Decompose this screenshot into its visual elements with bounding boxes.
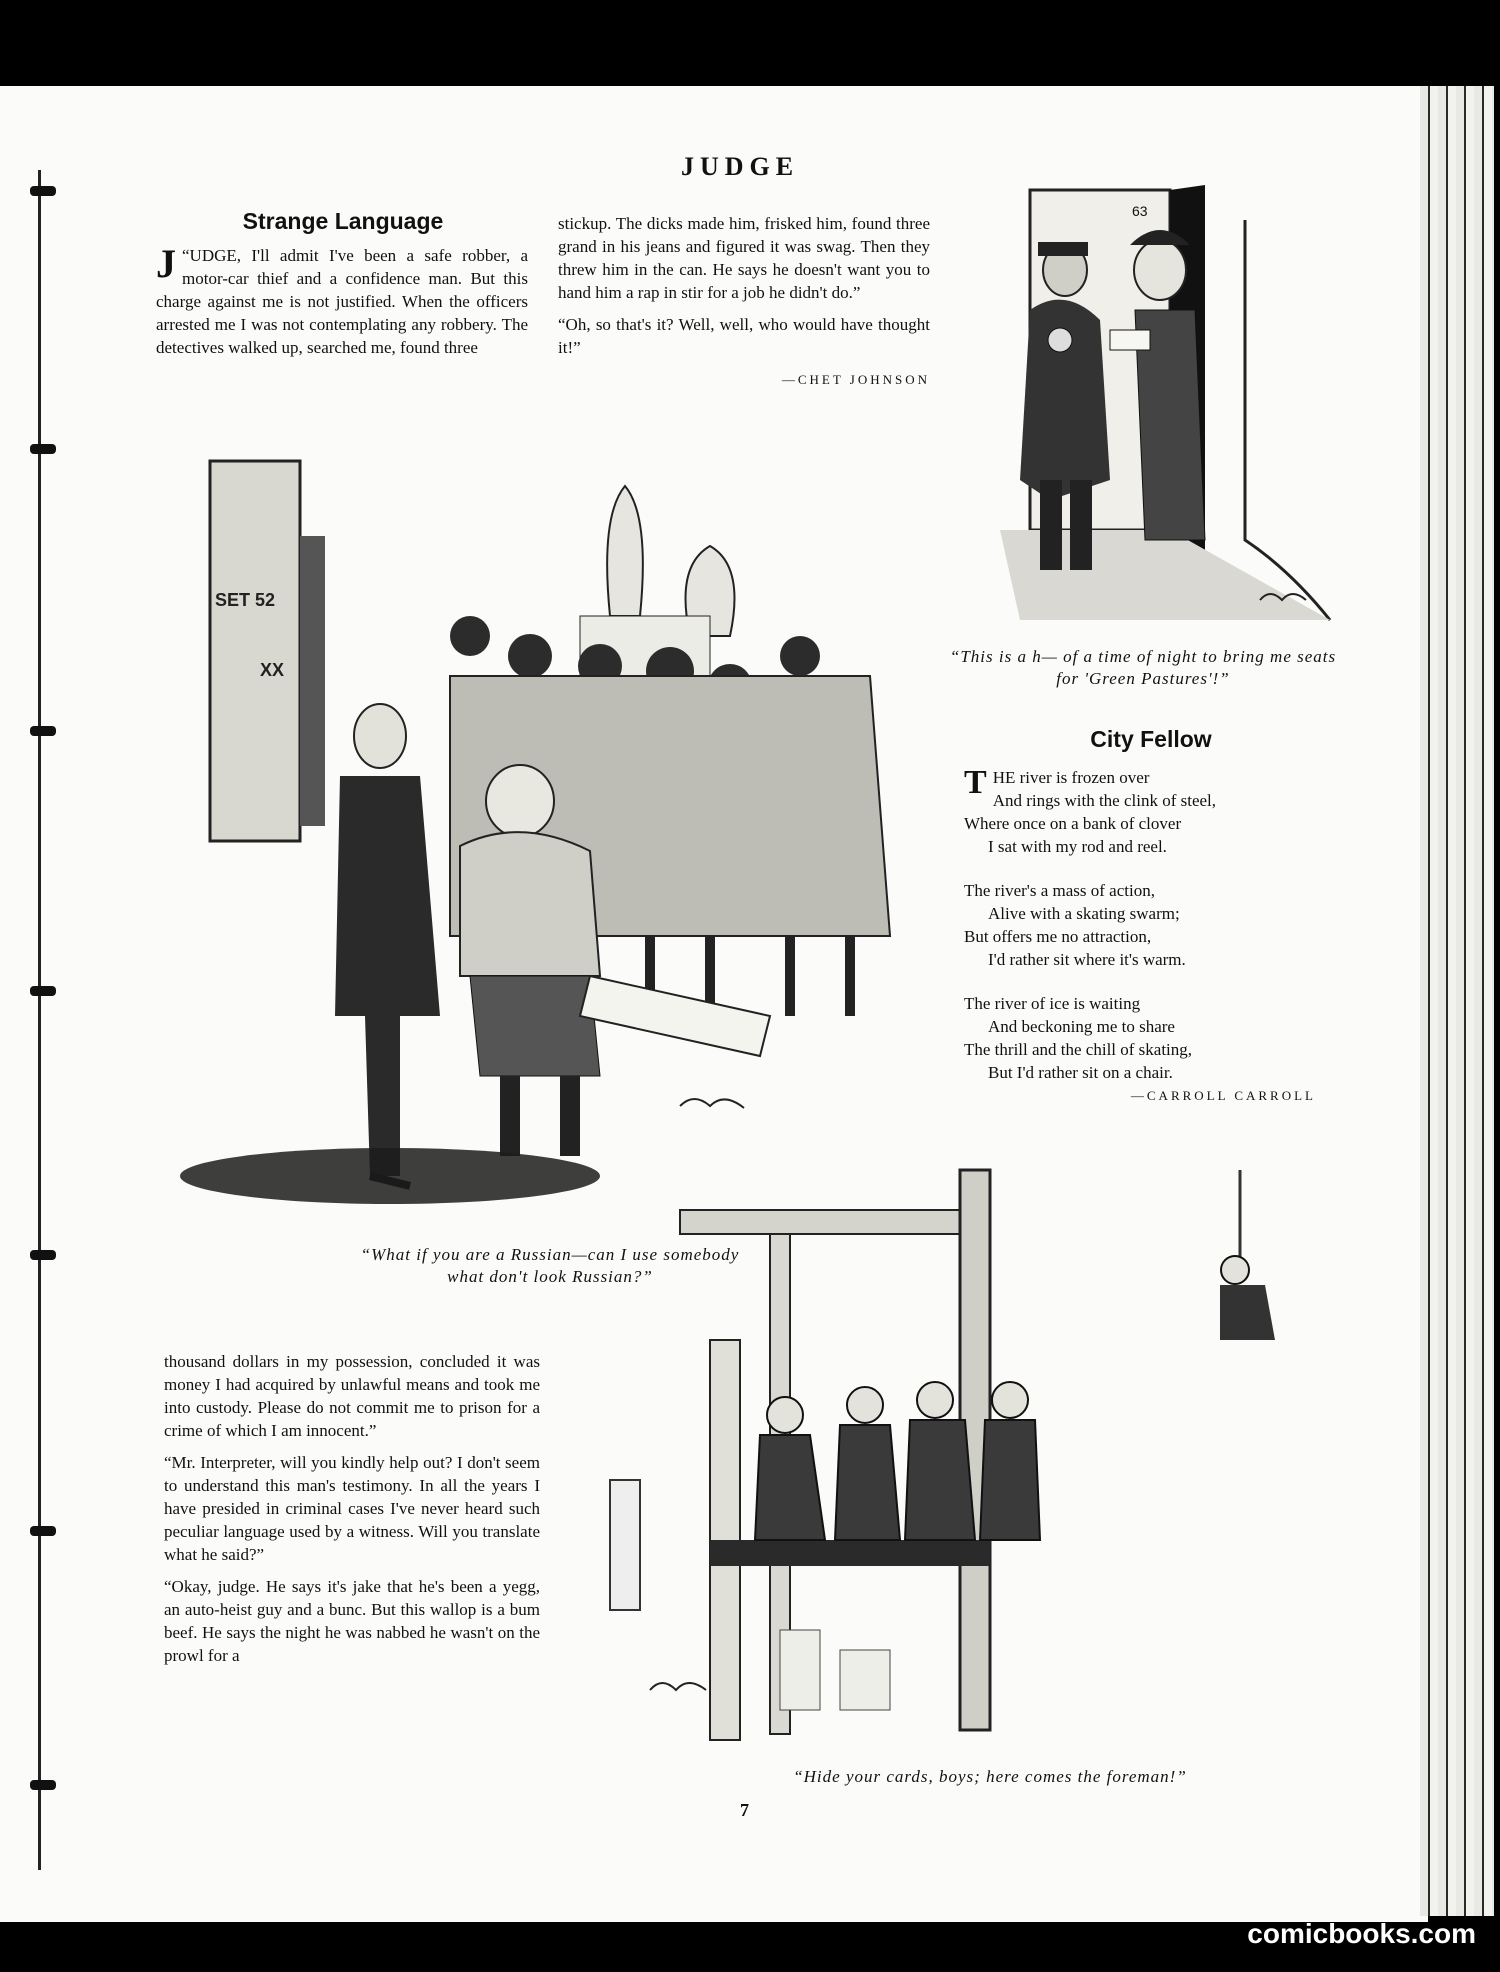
binding-stitch bbox=[30, 186, 56, 196]
poem-line: The river's a mass of action, bbox=[964, 881, 1155, 900]
poem-line: HE river is frozen over bbox=[992, 768, 1150, 787]
poem-dropcap: T bbox=[964, 764, 987, 801]
poem-line: But I'd rather sit on a chair. bbox=[988, 1063, 1173, 1082]
story-dropcap: J bbox=[156, 241, 176, 286]
poem-line: But offers me no attraction, bbox=[964, 927, 1152, 946]
poem-line: Where once on a bank of clover bbox=[964, 814, 1182, 833]
set-sign: SET 52 bbox=[215, 590, 276, 610]
page-edges bbox=[1420, 86, 1494, 1916]
poem-stanza bbox=[964, 879, 1344, 971]
artist-signature bbox=[680, 1099, 744, 1108]
poem-line: And rings with the clink of steel, bbox=[992, 791, 1217, 810]
doorway-cartoon bbox=[960, 180, 1340, 630]
watermark: comicbooks.com bbox=[1247, 1918, 1476, 1949]
binding-stitch bbox=[30, 726, 56, 736]
russian-caption-line: what don't look Russian?” bbox=[447, 1267, 653, 1286]
binding-spine bbox=[38, 170, 46, 1870]
binding-stitch bbox=[30, 444, 56, 454]
poem-line: I'd rather sit where it's warm. bbox=[988, 950, 1186, 969]
poem-line: The river of ice is waiting bbox=[964, 994, 1141, 1013]
masthead: JUDGE bbox=[680, 152, 800, 181]
story-paragraph: “Mr. Interpreter, will you kindly help out? I don't seem to understand this man's testimony. In all the years I have presided in criminal cases I've never heard such peculiar language used by a witness. Will you translate what he said?” bbox=[164, 1453, 540, 1564]
binding-stitch bbox=[30, 1780, 56, 1790]
door-number: 63 bbox=[1132, 203, 1148, 219]
russian-cartoon bbox=[170, 456, 910, 1236]
story-credit: —CHET JOHNSON bbox=[781, 372, 930, 387]
binding-stitch bbox=[30, 1250, 56, 1260]
russian-caption-line: “What if you are a Russian—can I use somebody bbox=[360, 1245, 740, 1264]
story-paragraph: UDGE, I'll admit I've been a safe robber, a motor-car thief and a confidence man. But this charge against me is not justified. When the officers arrested me I was not contemplating any robbery. The detectives walked up, searched me, found three bbox=[156, 246, 528, 357]
poem-title: City Fellow bbox=[1090, 726, 1212, 752]
poem-line: And beckoning me to share bbox=[988, 1017, 1175, 1036]
page-number: 7 bbox=[740, 1800, 749, 1820]
story-column-1 bbox=[156, 241, 528, 368]
poem-credit: —CARROLL CARROLL bbox=[1130, 1088, 1316, 1103]
story-continuation bbox=[164, 1350, 540, 1676]
poem-stanza bbox=[964, 992, 1344, 1084]
story-paragraph: stickup. The dicks made him, frisked him, found three grand in his jeans and figured it was swag. Then they threw him in the can. He says he doesn't want you to hand him a rap in stir for a job he didn't do.” bbox=[558, 214, 930, 302]
poem-line: Alive with a skating swarm; bbox=[988, 904, 1180, 923]
poem-line: The thrill and the chill of skating, bbox=[964, 1040, 1193, 1059]
story-paragraph: thousand dollars in my possession, concluded it was money I had acquired by unlawful means and took me into custody. Please do not commit me to prison for a crime of which I am innocent.” bbox=[164, 1352, 540, 1440]
story-paragraph: “Okay, judge. He says it's jake that he's been a yegg, an auto-heist guy and a bunc. But this wallop is a bum beef. He says the night he was nabbed he wasn't on the prowl for a bbox=[164, 1577, 540, 1665]
artist-signature bbox=[650, 1683, 706, 1690]
binding-stitch bbox=[30, 986, 56, 996]
story-title: Strange Language bbox=[242, 208, 444, 234]
poem-stanza bbox=[964, 766, 1344, 858]
poem-line: I sat with my rod and reel. bbox=[988, 837, 1167, 856]
open-quote: “ bbox=[182, 246, 190, 265]
binding-stitch bbox=[30, 1526, 56, 1536]
foreman-cartoon bbox=[580, 1150, 1340, 1750]
poem-body bbox=[964, 766, 1344, 1107]
story-paragraph: “Oh, so that's it? Well, well, who would have thought it!” bbox=[558, 315, 930, 357]
foreman-caption: “Hide your cards, boys; here comes the foreman!” bbox=[793, 1767, 1187, 1786]
set-sign-mark: XX bbox=[260, 660, 285, 680]
story-column-2 bbox=[558, 212, 930, 391]
doorway-caption: “This is a h— of a time of night to bring me seats for 'Green Pastures'!” bbox=[949, 647, 1337, 688]
